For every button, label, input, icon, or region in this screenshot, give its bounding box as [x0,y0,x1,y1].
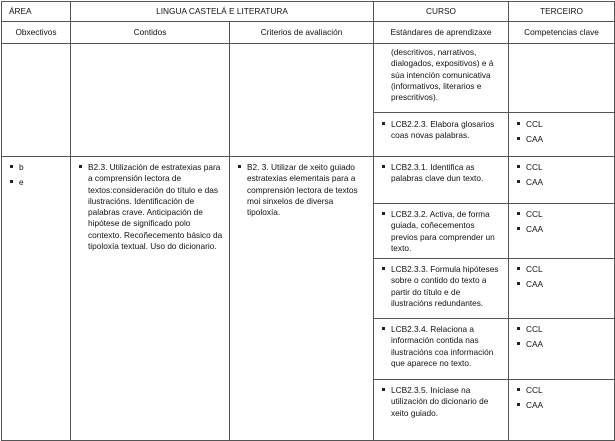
column-header-row [2,22,615,44]
standard-text: LCB2.3.1. Identifica as palabras clave dun texto. [378,162,502,185]
standard-text: LCB2.3.3. Formula hipóteses sobre o contido do texto a partir do título e de ilustracións redundantes. [378,264,502,309]
continued-standard-text: (descritivos, narrativos, dialogados, expositivos) e á súa intención comunicativa (informativos, literarios e prescritivos). [391,47,494,103]
term-label: TERCEIRO [509,2,615,22]
competence-item: CCL [513,264,608,275]
competence-item: CCL [513,209,608,220]
criterion-text: B2. 3. Utilizar de xeito guiado estratexias elementais para a comprensión lectora de textos moi sinxelos de diversa tipoloxía. [234,162,367,218]
course-label: CURSO [374,2,509,22]
competence-item: CAA [513,400,608,411]
competence-item: CCL [513,385,608,396]
col-competences: Competencias clave [509,22,615,44]
competence-item: CAA [513,134,608,145]
curriculum-table [1,1,615,441]
standard-text: LCB2.3.2. Activa, de forma guiada, coñecementos previos para comprender un texto. [378,209,502,254]
competence-item: CAA [513,224,608,235]
content-text: B2.3. Utilización de estratexias para a comprensión lectora de textos:consideración do título e das ilustracións. Identificación de palabras crave. Anticipación de hipótese de significado polo contexto. Recoñecemento básico da tipoloxía textual. Uso do dicionario. [75,162,223,252]
objective-item: b [6,162,64,173]
title-row [2,2,615,22]
subject-title: LINGUA CASTELÁ E LITERATURA [71,2,374,22]
col-standards: Estándares de aprendizaxe [374,22,509,44]
competence-item: CCL [513,324,608,335]
table-row [2,44,615,113]
standard-text: LCB2.3.4. Relaciona a información contida nas ilustracións coa información que aparece no texto. [378,324,502,369]
area-label: ÁREA [2,2,71,22]
standard-text: LCB2.3.5. Iníciase na utilización do dicionario de xeito guiado. [378,385,502,419]
col-criteria: Criterios de avaliación [230,22,374,44]
competence-item: CAA [513,279,608,290]
col-objectives: Obxectivos [2,22,71,44]
objective-item: e [6,177,64,188]
standard-text: LCB2.2.3. Elabora glosarios coas novas palabras. [378,119,502,142]
competence-item: CAA [513,339,608,350]
col-contents: Contidos [71,22,230,44]
competence-item: CAA [513,177,608,188]
table-row [2,157,615,204]
competence-item: CCL [513,119,608,130]
competence-item: CCL [513,162,608,173]
